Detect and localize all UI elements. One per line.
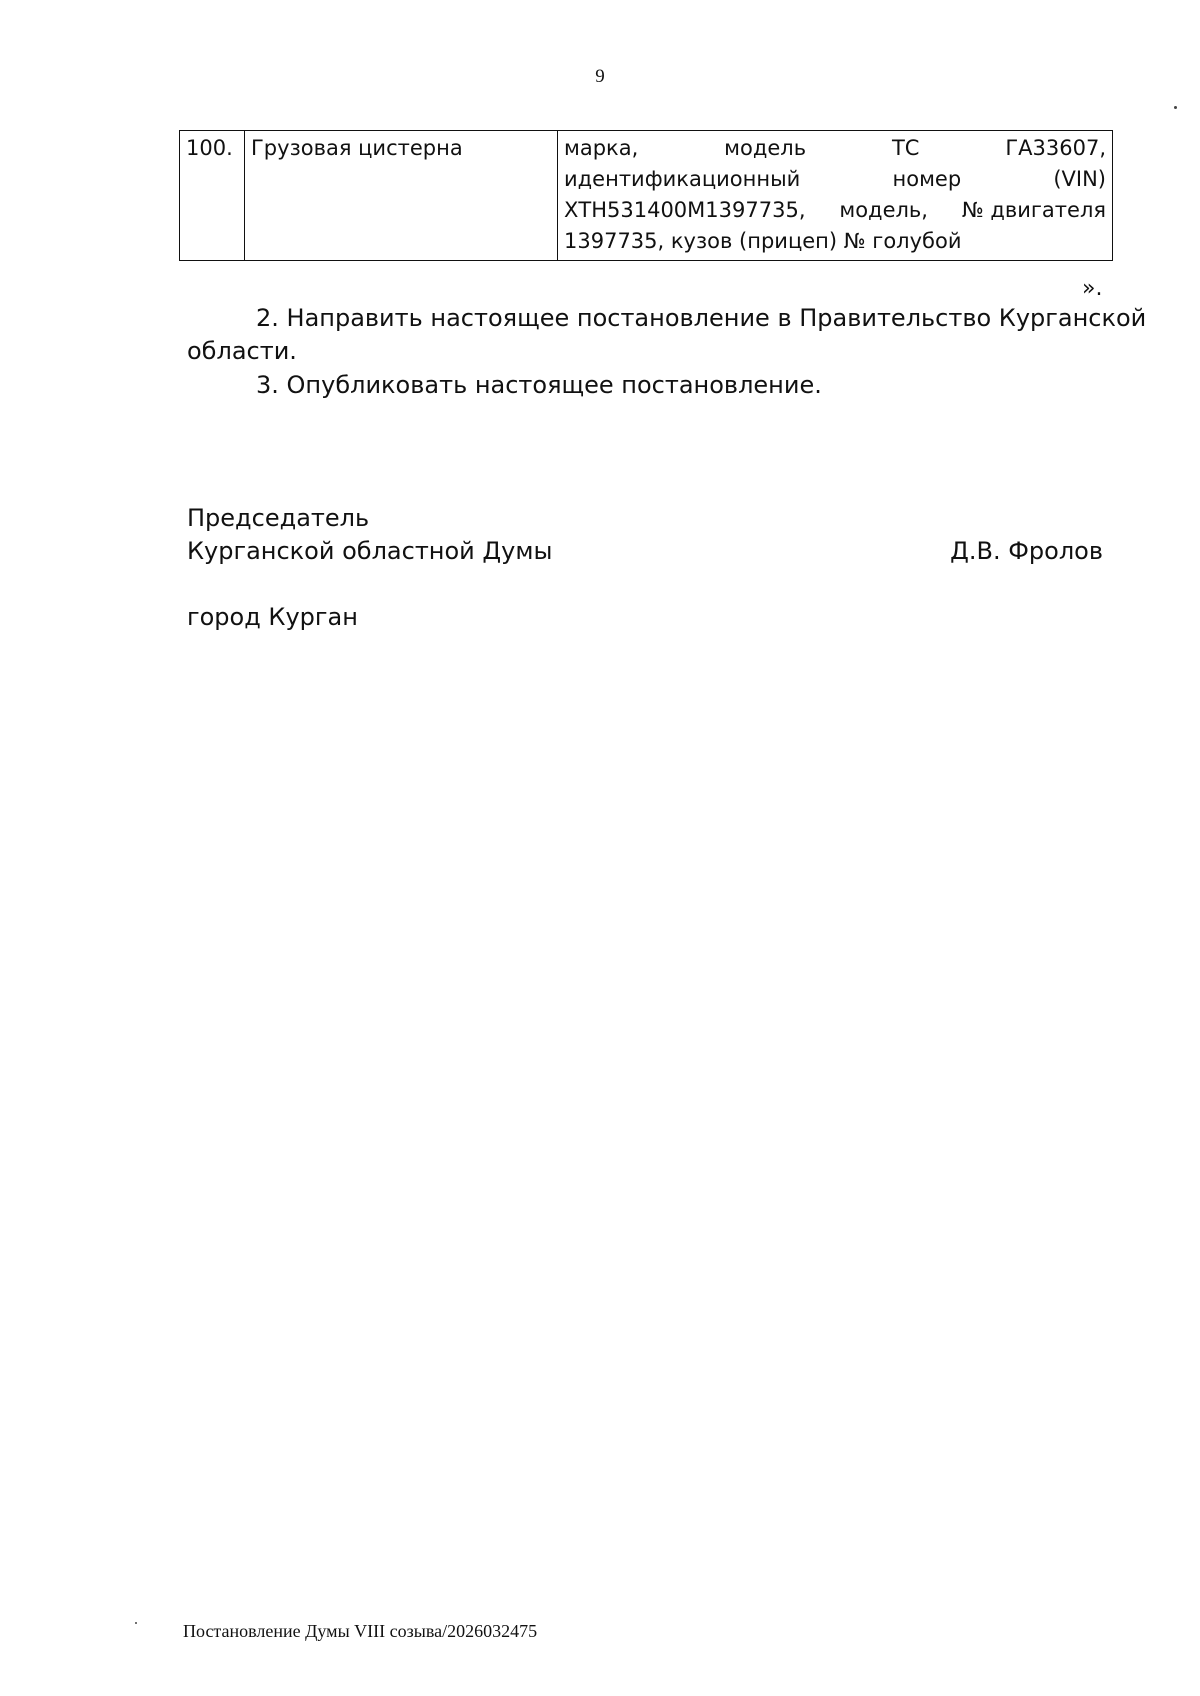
paragraph-2 <box>187 302 1147 368</box>
city: город Курган <box>187 603 358 631</box>
vehicle-table <box>179 130 1113 261</box>
closing-quote: ». <box>1082 276 1103 301</box>
scan-speck <box>1174 106 1177 109</box>
description-line: ХТН531400М1397735, модель, № двигателя <box>564 198 1106 222</box>
description-line: марка, модель ТС ГА33607, <box>564 136 1106 160</box>
vehicle-description <box>558 131 1113 261</box>
signer-name: Д.В. Фролов <box>950 537 1103 565</box>
signature-block <box>187 502 1103 568</box>
description-line: идентификационный номер (VIN) <box>564 167 1106 191</box>
scan-speck <box>135 1622 137 1624</box>
paragraph-3-text: 3. Опубликовать настоящее постановление. <box>256 371 822 399</box>
description-line: 1397735, кузов (прицеп) № голубой <box>564 229 962 253</box>
paragraph-2-line-1: 2. Направить настоящее постановление в Правительство Курганской <box>256 304 1147 332</box>
signer-position-line-2: Курганской областной Думы <box>187 537 553 565</box>
signature-row <box>187 535 1103 568</box>
row-number: 100. <box>180 131 245 261</box>
paragraph-3 <box>187 369 1103 402</box>
table-row <box>180 131 1113 261</box>
paragraph-2-line-2: области. <box>187 337 297 365</box>
document-footer: Постановление Думы VIII созыва/2026032475 <box>183 1621 538 1641</box>
signer-position-line-1: Председатель <box>187 504 370 532</box>
page-number: 9 <box>595 66 605 87</box>
vehicle-name: Грузовая цистерна <box>245 131 558 261</box>
